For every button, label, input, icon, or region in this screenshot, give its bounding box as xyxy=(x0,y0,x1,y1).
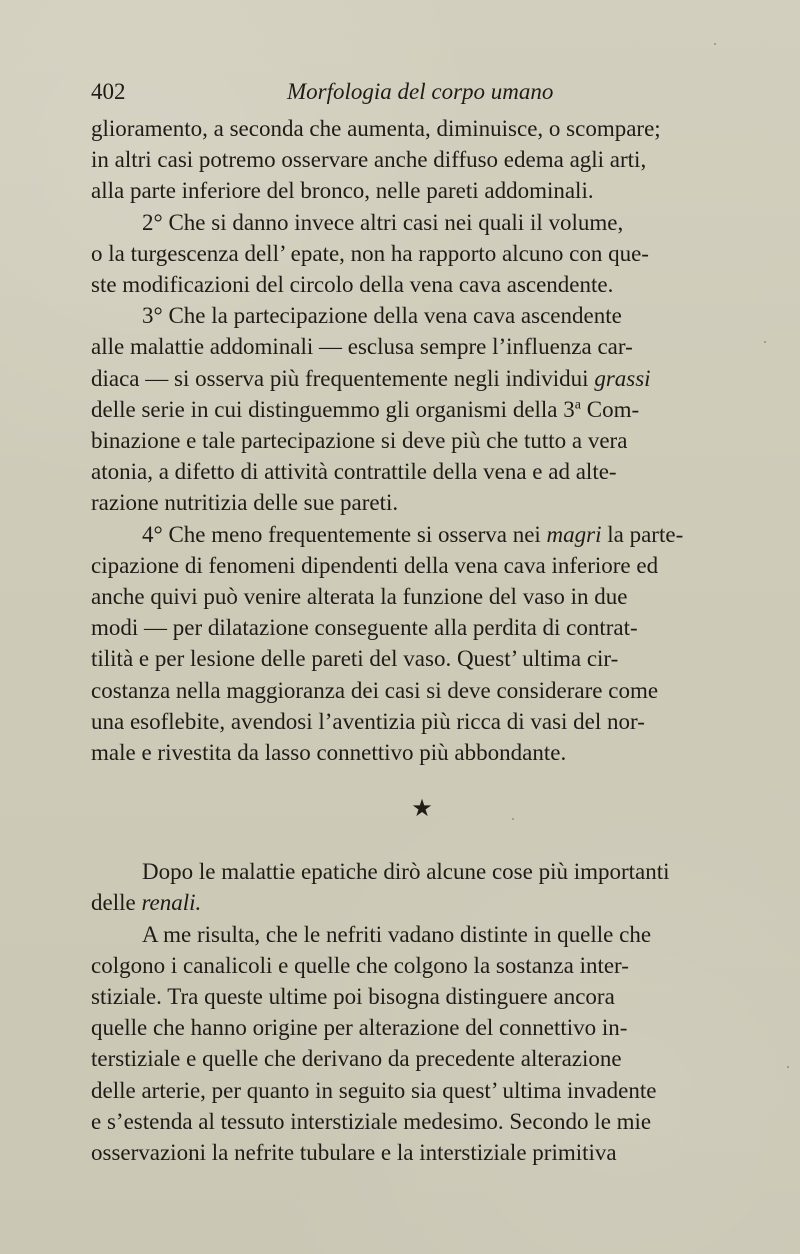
text-line xyxy=(91,519,753,550)
scan-speck xyxy=(512,818,514,820)
text-line: tilità e per lesione delle pareti del vaso. Quest’ ultima cir- xyxy=(91,646,619,672)
text-line: razione nutritizia delle sue pareti. xyxy=(91,490,399,516)
text-line: una esoflebite, avendosi l’aventizia più ricca di vasi del nor- xyxy=(91,708,645,734)
italic-word: magri xyxy=(546,521,602,547)
text-line xyxy=(91,887,753,918)
page-number: 402 xyxy=(91,79,126,104)
running-head: Morfologia del corpo umano xyxy=(287,79,554,104)
superscript: a xyxy=(574,397,581,413)
paragraph-1 xyxy=(91,113,753,207)
section-separator-star: ★ xyxy=(411,796,433,823)
text-fragment: delle xyxy=(91,890,142,916)
text-fragment: la parte- xyxy=(601,521,684,547)
text-fragment: diaca — si osserva più frequentemente negli individui xyxy=(91,365,595,391)
scan-speck xyxy=(764,341,766,343)
text-line: alla parte inferiore del bronco, nelle pareti addominali. xyxy=(91,178,594,204)
text-fragment: delle serie in cui distinguemmo gli organismi della 3 xyxy=(91,396,575,422)
text-line: cipazione di fenomeni dipendenti della vena cava inferiore ed xyxy=(91,552,659,578)
text-line: delle arterie, per quanto in seguito sia quest’ ultima invadente xyxy=(91,1077,657,1103)
paragraph-3 xyxy=(91,300,753,518)
text-line xyxy=(91,363,753,394)
text-line: quelle che hanno origine per alterazione del connettivo in- xyxy=(91,1015,628,1041)
text-line: e s’estenda al tessuto interstiziale medesimo. Secondo le mie xyxy=(91,1108,652,1134)
text-line: colgono i canalicoli e quelle che colgono la sostanza inter- xyxy=(91,952,629,978)
text-line: 2° Che si danno invece altri casi nei quali il volume, xyxy=(142,209,624,235)
text-line: terstiziale e quelle che derivano da precedente alterazione xyxy=(91,1046,622,1072)
text-line: ste modificazioni del circolo della vena cava ascendente. xyxy=(91,272,614,298)
body-text xyxy=(91,113,753,1168)
text-line: o la turgescenza dell’ epate, non ha rapporto alcuno con que- xyxy=(91,240,649,266)
text-line: in altri casi potremo osservare anche diffuso edema agli arti, xyxy=(91,147,647,173)
paragraph-4 xyxy=(91,519,753,769)
paragraph-2 xyxy=(91,207,753,301)
paragraph-5 xyxy=(91,856,753,918)
italic-word: grassi xyxy=(594,365,651,391)
text-line: osservazioni la nefrite tubulare e la interstiziale primitiva xyxy=(91,1140,617,1166)
text-line: alle malattie addominali — esclusa sempre l’influenza car- xyxy=(91,334,633,360)
text-line: A me risulta, che le nefriti vadano distinte in quelle che xyxy=(142,921,652,947)
text-line: glioramento, a seconda che aumenta, diminuisce, o scompare; xyxy=(91,116,661,141)
text-line: Dopo le malattie epatiche dirò alcune cose più importanti xyxy=(142,859,670,885)
italic-word: renali. xyxy=(141,890,202,916)
text-line: costanza nella maggioranza dei casi si deve considerare come xyxy=(91,677,659,703)
scan-speck xyxy=(714,43,716,45)
text-line: stiziale. Tra queste ultime poi bisogna distinguere ancora xyxy=(91,984,615,1010)
text-line: modi — per dilatazione conseguente alla perdita di contrat- xyxy=(91,615,638,641)
text-line: anche quivi può venire alterata la funzione del vaso in due xyxy=(91,584,628,610)
text-fragment: Com- xyxy=(580,396,640,422)
text-line xyxy=(91,394,753,425)
page-header xyxy=(91,78,753,112)
text-fragment: 4° Che meno frequentemente si osserva nei xyxy=(142,521,547,547)
text-line: male e rivestita da lasso connettivo più abbondante. xyxy=(91,740,567,766)
scan-speck xyxy=(787,1066,789,1068)
text-line: atonia, a difetto di attività contrattile della vena e ad alte- xyxy=(91,459,617,485)
text-line: binazione e tale partecipazione si deve più che tutto a vera xyxy=(91,428,628,454)
paragraph-6 xyxy=(91,919,753,1169)
text-line: 3° Che la partecipazione della vena cava ascendente xyxy=(142,303,622,329)
